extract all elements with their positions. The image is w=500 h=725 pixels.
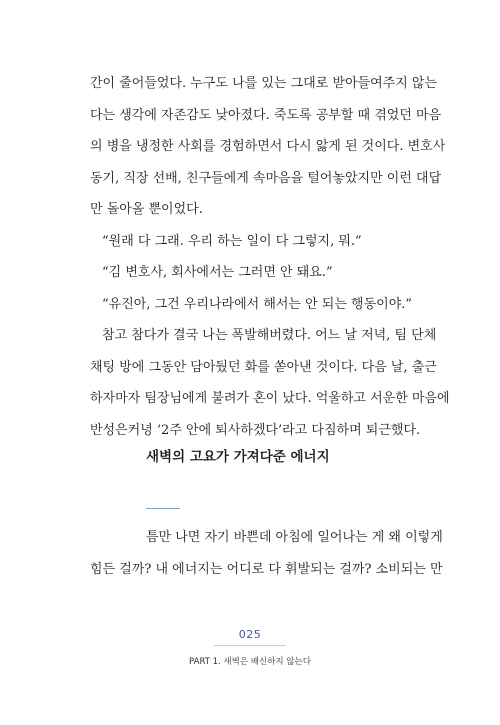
body-line: 의 병을 냉정한 사회를 경험하면서 다시 앓게 된 것이다. 변호사 — [90, 139, 446, 154]
quote-line: “유진아, 그건 우리나라에서 해서는 안 되는 행동이야.” — [102, 296, 413, 312]
body-text — [90, 68, 450, 446]
body-line: 하자마자 팀장님에게 불려가 혼이 났다. 억울하고 서운한 마음에 — [90, 391, 450, 406]
running-footer: PART 1. 새벽은 배신하지 않는다 — [189, 657, 311, 667]
section-heading — [90, 446, 430, 468]
quote-line: “원래 다 그래. 우리 하는 일이 다 그렇지, 뭐.” — [102, 233, 362, 249]
quote-line: “김 변호사, 회사에서는 그러면 안 돼요.” — [102, 265, 333, 280]
section-body — [90, 522, 443, 585]
section-title-underline — [146, 508, 180, 509]
body-line: 반성은커녕 ‘2주 안에 퇴사하겠다’라고 다짐하며 퇴근했다. — [90, 422, 421, 438]
body-line: 채팅 방에 그동안 담아뒀던 화를 쏟아낸 것이다. 다음 날, 출근 — [90, 359, 437, 375]
section-title: 새벽의 고요가 가져다준 에너지 — [146, 449, 330, 465]
body-line: 간이 줄어들었다. 누구도 나를 있는 그대로 받아들여주지 않는 — [90, 76, 438, 91]
body-line: 참고 참다가 결국 나는 폭발해버렸다. 어느 날 저녁, 팀 단체 — [102, 328, 437, 343]
body-line: 만 돌아올 뿐이었다. — [90, 202, 203, 217]
body-line: 힘든 걸까? 내 에너지는 어디로 다 휘발되는 걸까? 소비되는 만 — [90, 561, 443, 577]
body-line: 틈만 나면 자기 바쁜데 아침에 일어나는 게 왜 이렇게 — [146, 530, 443, 545]
body-line: 다는 생각에 자존감도 낮아졌다. 죽도록 공부할 때 겪었던 마음 — [90, 107, 442, 123]
footer-divider — [214, 645, 286, 646]
page-number: 025 — [238, 628, 262, 641]
body-line: 동기, 직장 선배, 친구들에게 속마음을 털어놓았지만 이런 대답 — [90, 170, 442, 186]
